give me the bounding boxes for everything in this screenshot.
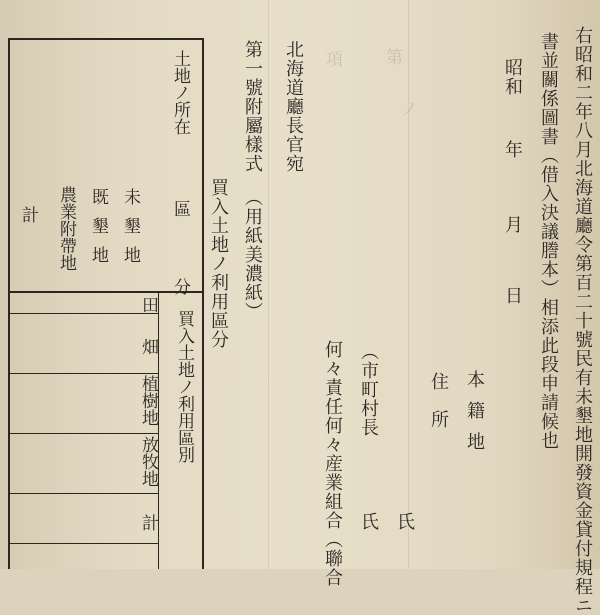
table-border-top [8, 38, 204, 40]
header-division: 區 分 [170, 200, 190, 317]
use-column-pasture: 放牧地 [138, 436, 158, 487]
bleed-through-text: 項 [322, 50, 342, 71]
municipality-name-mark: 氏 [358, 512, 379, 531]
page-fold-line [408, 0, 409, 569]
bleed-through-text: ノ [397, 100, 417, 121]
use-column-planted: 植樹地 [138, 375, 158, 426]
table-rule [10, 543, 158, 544]
table-border-right [202, 38, 204, 569]
form-title: 買入土地ノ利用區分 [208, 178, 229, 349]
surname-mark: 氏 [394, 512, 415, 531]
table-border-left [8, 38, 10, 569]
land-use-table [8, 38, 204, 569]
table-rule [158, 291, 159, 569]
address-label: 住 所 [428, 372, 449, 429]
use-column-field: 畑 [138, 338, 158, 355]
category-unreclaimed: 未墾地 [120, 188, 140, 275]
table-rule [10, 433, 158, 434]
body-line-1: 右昭和二年八月北海道廳令第百二十號民有未墾地開發資金貸付規程ニ [572, 26, 593, 615]
paper-note: （用紙美濃紙） [242, 188, 263, 321]
municipality-head-label: （市町村長 [358, 342, 379, 437]
category-total: 計 [18, 206, 38, 223]
table-rule [10, 493, 158, 494]
page-fold-line [268, 0, 269, 569]
cooperative-line: 何々責任何々産業組合（聯合 [322, 340, 343, 587]
date-year: 年 [502, 140, 523, 159]
header-land-location: 土地ノ所在 [170, 50, 190, 135]
use-header: 買入土地ノ利用區別 [174, 310, 194, 463]
use-column-paddy: 田 [138, 296, 158, 313]
domicile-label: 本籍地 [464, 370, 485, 463]
date-day: 日 [502, 286, 523, 305]
use-column-total: 計 [138, 514, 158, 531]
bleed-through-text: 第 [382, 48, 402, 69]
table-rule [10, 313, 158, 314]
date-era: 昭和 [502, 58, 523, 96]
addressee: 北海道廳長官宛 [283, 40, 304, 173]
form-label: 第一號附屬樣式 [242, 40, 263, 173]
category-reclaimed: 既墾地 [88, 188, 108, 275]
body-line-2: 書並關係圖書（借入決議謄本）相添此段申請候也 [538, 32, 559, 450]
category-agricultural-auxiliary: 農業附帶地 [56, 186, 76, 271]
table-rule [10, 373, 158, 374]
date-month: 月 [502, 215, 523, 234]
